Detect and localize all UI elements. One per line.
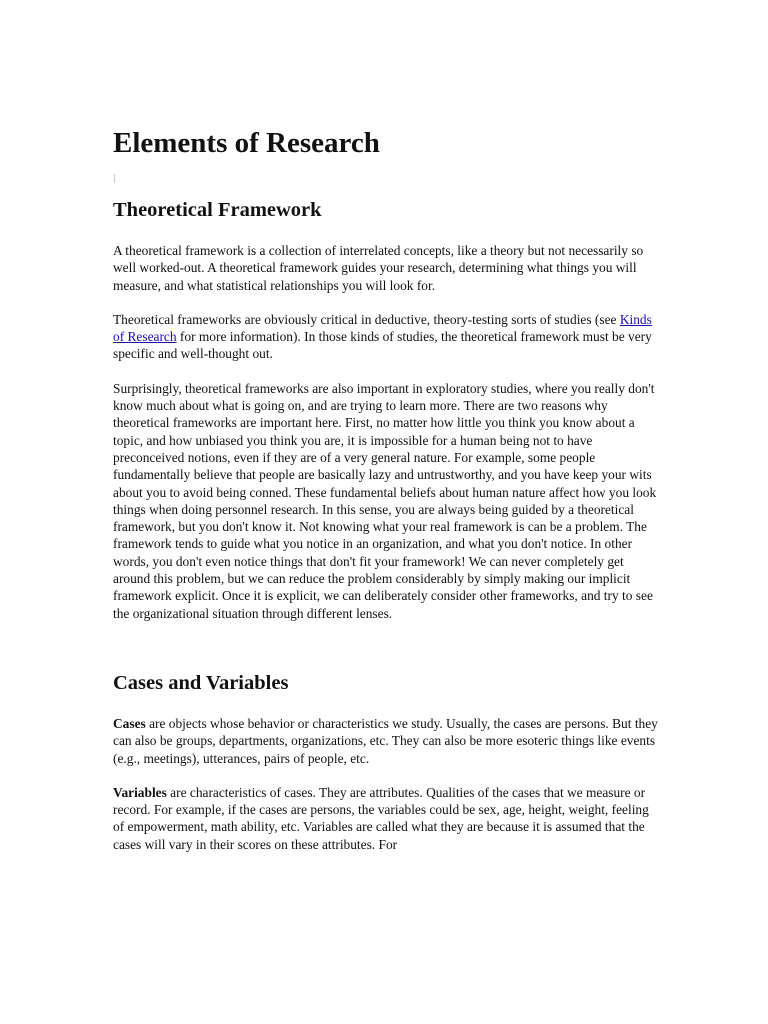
paragraph-deductive-studies [113,311,661,363]
document-body [113,123,661,853]
paragraph-text: are characteristics of cases. They are attributes. Qualities of the cases that we measure or record. For example, if the cases are persons, the variables could be sex, age, height, weight, feeling of empowerment, math ability, etc. Variables are called what they are because it is assumed that the cases will vary in their scores on these attributes. For [113,784,649,852]
section-heading-theoretical-framework: Theoretical Framework [113,199,322,221]
section-heading-cases-and-variables: Cases and Variables [113,671,289,694]
paragraph-text: Theoretical frameworks are obviously critical in deductive, theory-testing sorts of studies (see [113,311,620,327]
paragraph-text: for more information). In those kinds of studies, the theoretical framework must be very specific and well-thought out. [113,329,652,362]
paragraph-variables [113,784,661,853]
term-variables: Variables [113,784,167,800]
term-cases: Cases [113,715,146,731]
section-theoretical-framework [113,196,661,622]
section-cases-and-variables [113,669,661,853]
paragraph-cases [113,715,661,767]
paragraph-framework-definition: A theoretical framework is a collection of interrelated concepts, like a theory but not necessarily so well worked-out. A theoretical framework guides your research, determining what things you will measure, and what statistical relationships you will look for. [113,243,644,293]
text-cursor-mark [114,174,115,183]
paragraph-text: are objects whose behavior or characteristics we study. Usually, the cases are persons. But they can also be groups, departments, organizations, etc. They can also be more esoteric things like events (e.g., meetings), utterances, pairs of people, etc. [113,715,658,766]
kinds-of-research-link[interactable]: Kinds of Research [113,311,652,345]
page-title: Elements of Research [113,127,380,159]
paragraph-exploratory-studies: Surprisingly, theoretical frameworks are also important in exploratory studies, where you really don't know much about what is going on, and are trying to learn more. There are two reasons why theoretical frameworks are important here. First, no matter how little you think you know about a topic, and how unbiased you think you are, it is impossible for a human being not to have preconceived notions, even if they are of a very general nature. For example, some people fundamentally believe that people are basically lazy and untrustworthy, and you have keep your wits about you to avoid being conned. These fundamental beliefs about human nature affect how you look things when doing personnel research. In this sense, you are always being guided by a theoretical framework, but you don't know it. Not knowing what your real framework is can be a problem. The framework tends to guide what you notice in an organization, and what you don't notice. In other words, you don't even notice things that don't fit your framework! We can never completely get around this problem, but we can reduce the problem considerably by simply making our implicit framework explicit. Once it is explicit, we can deliberately consider other frameworks, and try to see the organizational situation through different lenses. [113,380,657,621]
